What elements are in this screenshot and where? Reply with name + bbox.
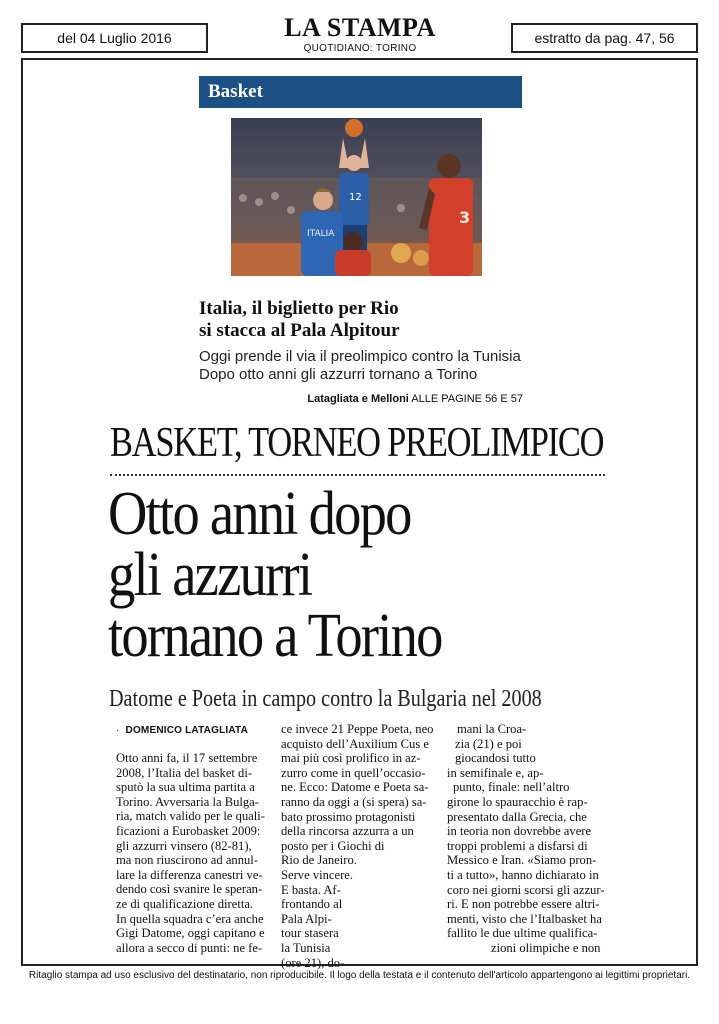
article-text-line: zurro come in quell’occasio- [281,765,426,780]
basketball-photo-illustration [231,118,482,276]
edition-label: QUOTIDIANO: TORINO [303,43,417,54]
article-text-line: In quella squadra c’era anche [116,911,264,926]
basketball-photo [231,118,482,276]
article-text-line: Otto anni fa, il 17 settembre [116,751,258,765]
date-text: del 04 Luglio 2016 [57,30,172,46]
headline-line: Otto anni dopo [108,480,411,548]
article-text-line: Rio de Janeiro. [281,853,357,868]
article-text-line: dendo così svanire le speran- [116,882,263,897]
article-text-line: Torino. Avversaria la Bulga- [116,794,259,809]
article-column-1 [116,751,272,955]
article-text-line: gli azzurri vinsero (82-81), [116,838,252,853]
article-text-line: Serve vincere. [281,867,354,882]
article-text-line: menti, visto che l’Italbasket ha [447,911,602,926]
excerpt-box [511,23,698,53]
article-text-line: presentato dalla Grecia, che [447,809,587,824]
teaser-title-line: Italia, il biglietto per Rio [199,298,399,319]
newspaper-name: LA STAMPA [284,13,436,42]
article-text-line: punto, finale: nell’altro [453,780,570,795]
article-deck: Datome e Poeta in campo contro la Bulgaria nel 2008 [109,686,542,712]
article-text-line: in semifinale e, ap- [447,765,544,780]
article-text-line: mai più così prolifico in az- [281,751,421,766]
article-text-line: girone lo spauracchio è rap- [447,794,588,809]
kicker-divider [110,474,605,476]
article-text-line: Gigi Datome, oggi capitano e [116,926,265,941]
article-text-line: ne. Ecco: Datome e Poeta sa- [281,780,429,795]
basketball-icon [345,119,363,137]
article-text-line: acquisto dell’Auxilium Cus e [281,736,429,751]
article-column-2 [281,722,441,970]
article-text-line: ze di qualificazione diretta. [116,896,254,911]
article-text-line: sputò la sua ultima partita a [116,780,255,795]
opponent-number: 3 [459,208,471,227]
article-text-line: ranno da oggi a (si spera) sa- [281,794,427,809]
headline-line: tornano a Torino [108,602,442,670]
article-text-line: lare la differenza canestri ve- [116,867,263,882]
article-text-line: ce invece 21 Peppe Poeta, neo [281,722,434,736]
article-text-line: Pala Alpi- [281,911,332,926]
article-headline [108,480,601,670]
teaser-title [199,298,539,342]
article-text-line: zioni olimpiche e non [491,940,601,955]
article-text-line: ti a tutto», hanno dichiarato in [447,867,599,882]
date-box [21,23,208,53]
article-text-line: posto per i Giochi di [281,838,385,853]
article-kicker: BASKET, TORNEO PREOLIMPICO [110,420,604,466]
article-byline [116,725,266,736]
teaser-page-reference [199,393,523,405]
article-text-line: frontando al [281,897,343,912]
article-text-line: fallito le due ultime qualifica- [447,926,598,941]
teaser-authors: Latagliata e Melloni [307,393,409,405]
article-text-line: coro nei giorni scorsi gli azzur- [447,882,605,897]
headline-line: gli azzurri [108,541,312,609]
article-text-line: della rincorsa azzurra a un [281,824,414,839]
article-text-line: (ore 21), do- [281,955,345,970]
copyright-notice: Ritaglio stampa ad uso esclusivo del destinatario, non riproducibile. Il logo della testata e il contenuto dell'articolo appartengono ai legittimi proprietari. [28,970,691,981]
article-text-line: tour stasera [281,926,339,941]
article-text-line: ficazioni a Eurobasket 2009: [116,823,261,838]
teaser-pages: ALLE PAGINE 56 E 57 [411,393,523,405]
article-text-line: troppi problemi a disfarsi di [447,838,588,853]
bullet-icon: · [116,725,120,736]
article-text-line: allora a secco di punti: ne fe- [116,940,263,955]
article-text-line: in teoria non dovrebbe avere [447,824,592,839]
teaser-subtitle-line: Dopo otto anni gli azzurri tornano a Torino [199,366,478,383]
article-text-line: bato prossimo protagonisti [281,809,416,824]
byline-author: DOMENICO LATAGLIATA [125,725,249,736]
teaser-subtitle-line: Oggi prende il via il preolimpico contro la Tunisia [199,348,521,365]
article-text-line: ma non riuscirono ad annul- [116,853,258,868]
article-text-line: la Tunisia [281,940,331,955]
article-column-3 [447,722,617,956]
section-label: Basket [199,76,522,108]
masthead [240,14,480,54]
article-text-line: mani la Croa- [457,722,527,736]
article-text-line: Messico e Iran. «Siamo pron- [447,853,597,868]
article-text-line: ri. E non potrebbe essere altri- [447,897,600,912]
article-text-line: zia (21) e poi [455,736,522,751]
article-text-line: ria, match valido per le quali- [116,809,265,824]
article-text-line: 2008, l’Italia del basket di- [116,765,253,780]
article-text-line: giocandosi tutto [455,751,536,766]
jersey-text: ITALIA [307,229,335,239]
teaser-title-line: si stacca al Pala Alpitour [199,320,400,341]
teaser-subtitle [199,348,539,384]
excerpt-text: estratto da pag. 47, 56 [534,30,675,46]
article-text-line: E basta. Af- [281,882,341,897]
jersey-number: 12 [349,192,362,203]
